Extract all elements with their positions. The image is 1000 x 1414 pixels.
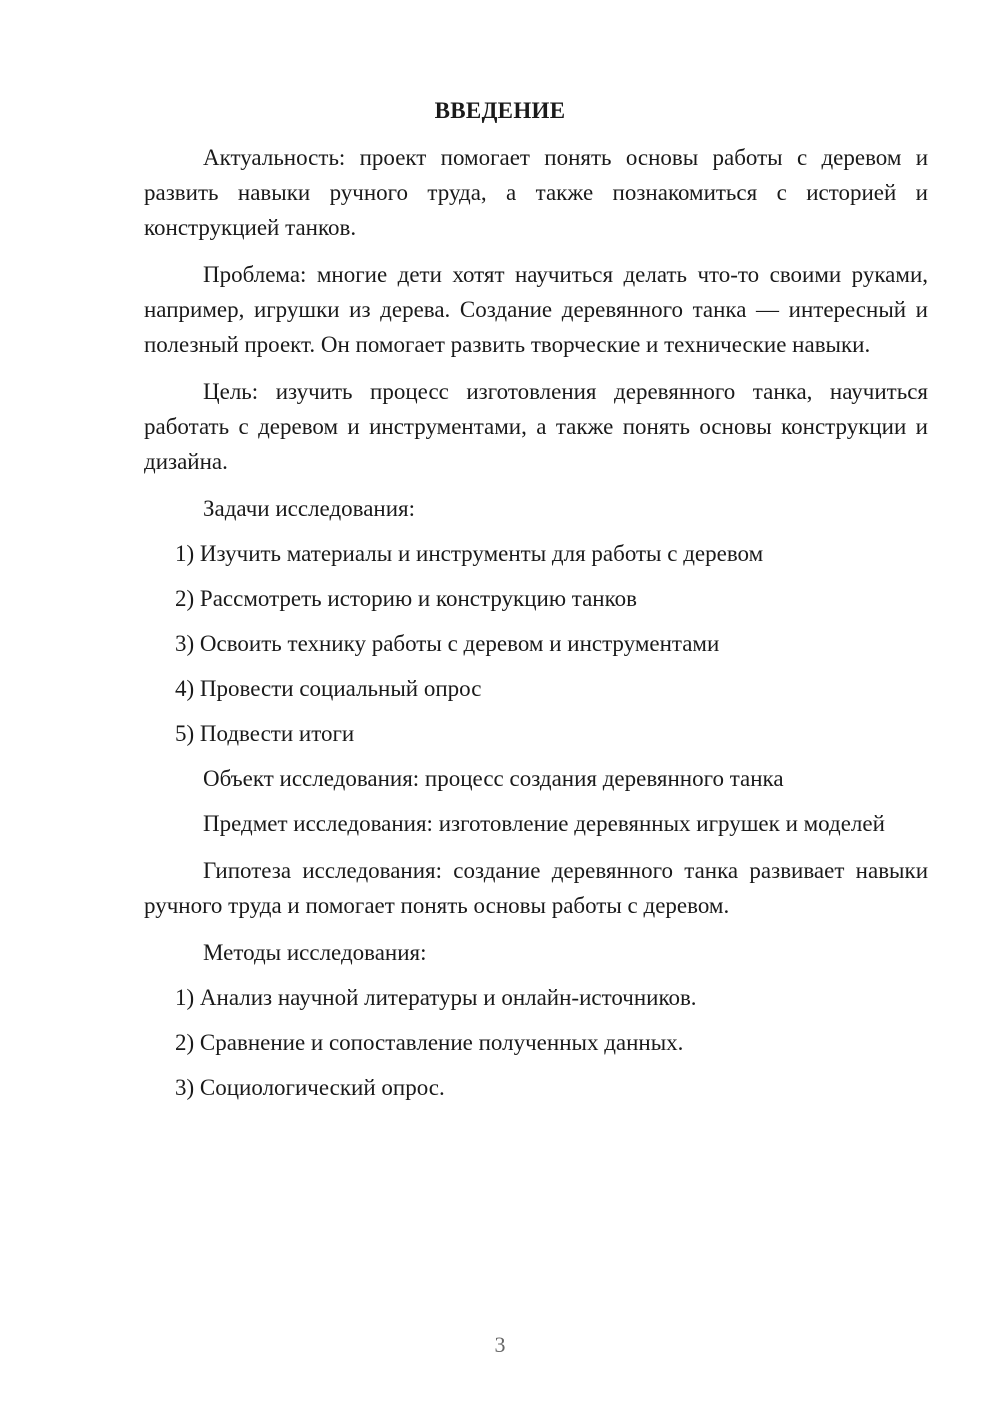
task-item: 2) Рассмотреть историю и конструкцию танков [175,586,637,611]
task-item: 3) Освоить технику работы с деревом и инструментами [175,631,720,656]
section-heading: ВВЕДЕНИЕ [434,98,566,123]
method-item: 3) Социологический опрос. [175,1075,445,1100]
body-text [144,140,928,1115]
task-item: 1) Изучить материалы и инструменты для работы с деревом [175,541,764,566]
subject-paragraph: Предмет исследования: изготовление деревянных игрушек и моделей [203,811,885,836]
page-number: 3 [494,1332,506,1357]
task-item: 5) Подвести итоги [175,721,355,746]
tasks-label: Задачи исследования: [203,496,416,521]
hypothesis-paragraph: Гипотеза исследования: создание деревянного танка развивает навыки ручного труда и помогает понять основы работы с деревом. [144,858,928,918]
goal-paragraph: Цель: изучить процесс изготовления деревянного танка, научиться работать с деревом и инструментами, а также понять основы конструкции и дизайна. [144,379,928,474]
task-item: 4) Провести социальный опрос [175,676,482,701]
methods-label: Методы исследования: [203,940,427,965]
relevance-paragraph: Актуальность: проект помогает понять основы работы с деревом и развить навыки ручного труда, а также познакомиться с историей и конструкцией танков. [144,145,928,240]
method-item: 2) Сравнение и сопоставление полученных данных. [175,1030,684,1055]
method-item: 1) Анализ научной литературы и онлайн-источников. [175,985,697,1010]
problem-paragraph: Проблема: многие дети хотят научиться делать что-то своими руками, например, игрушки из дерева. Создание деревянного танка — интересный и полезный проект. Он помогает развить творческие и технические навыки. [144,262,928,357]
object-line: Объект исследования: процесс создания деревянного танка [203,766,784,791]
